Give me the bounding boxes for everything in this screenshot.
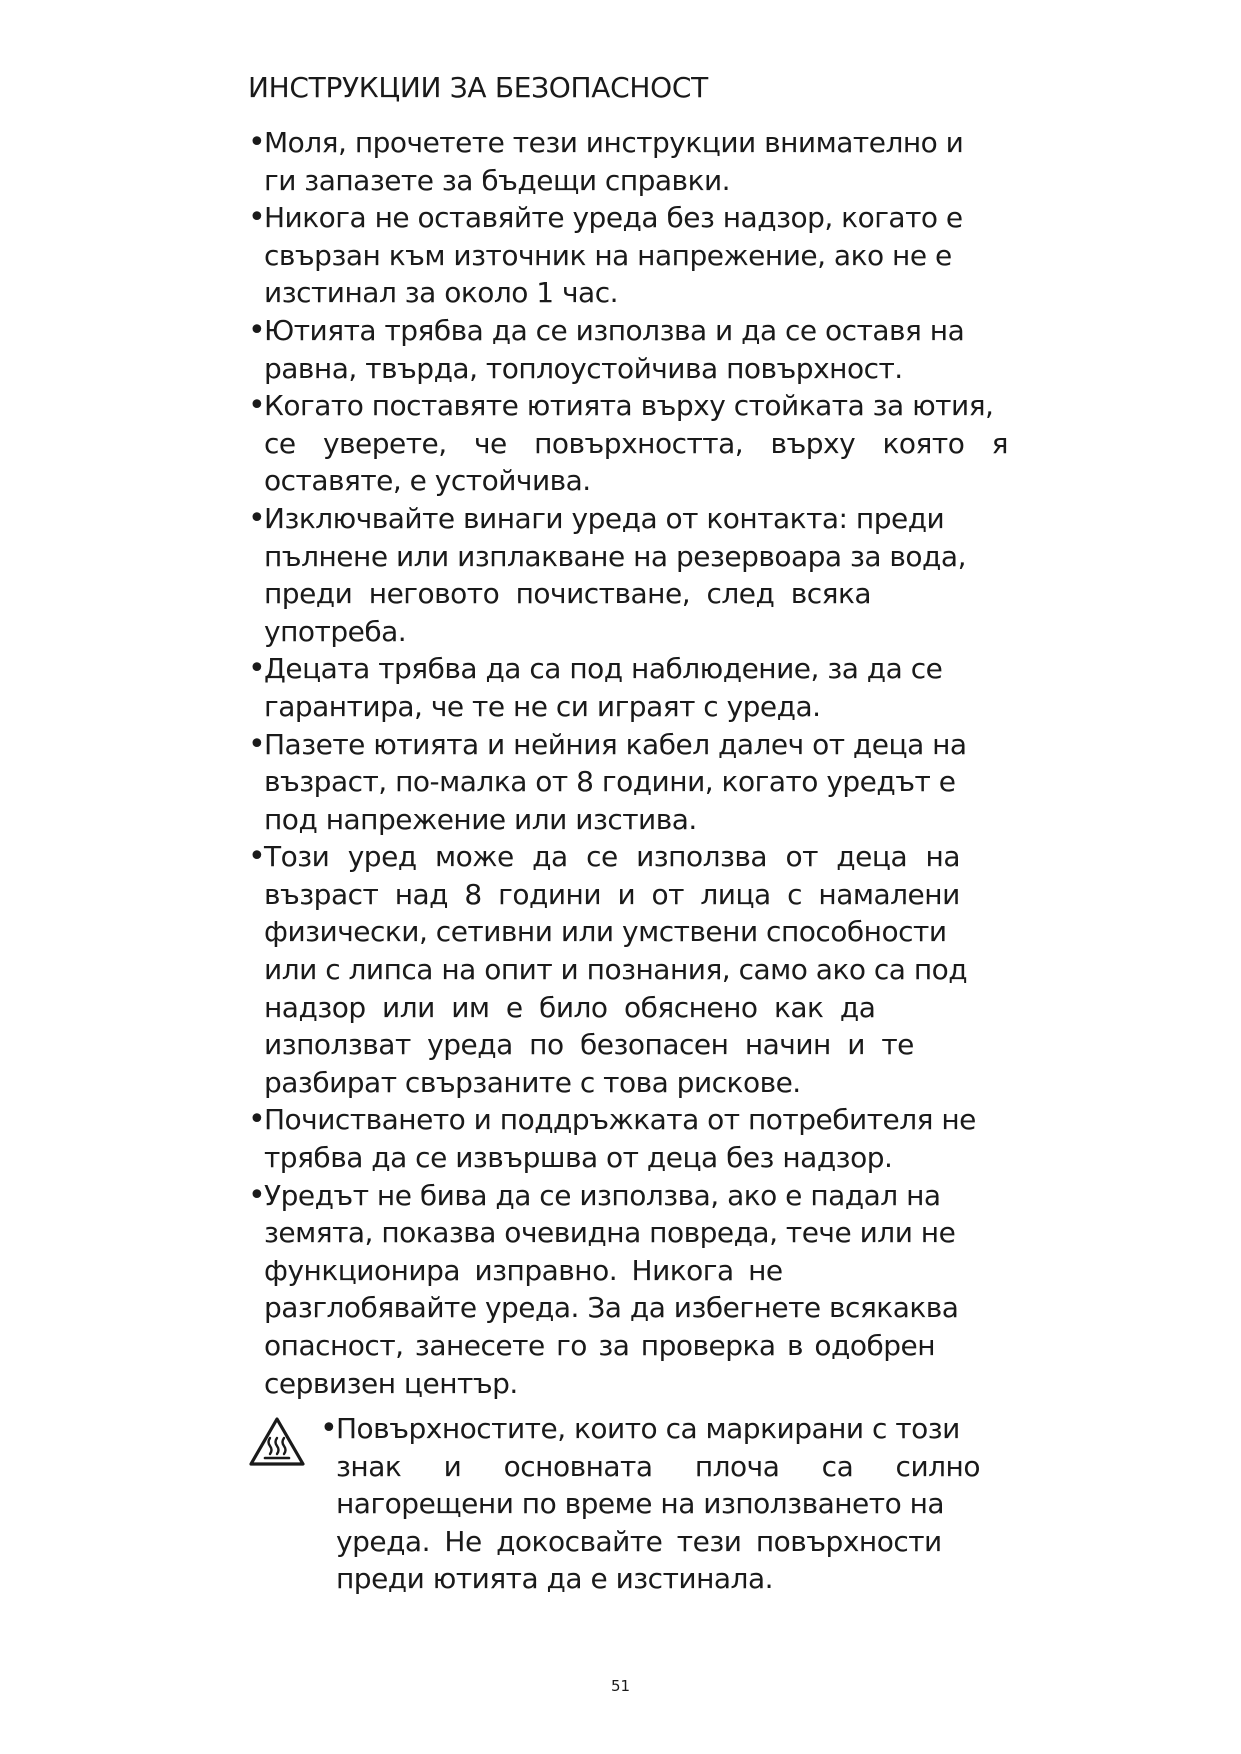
text-line: ги запазете за бъдещи справки. — [264, 163, 731, 197]
text-line: Децата трябва да са под наблюдение, за да се — [264, 652, 943, 686]
text-line: опасност, занесете го за проверка в одобрен — [264, 1329, 936, 1362]
text-line: функционира изправно. Никога не — [264, 1253, 783, 1287]
bullet-icon: • — [320, 1411, 338, 1446]
list-item — [248, 199, 1008, 312]
text-line: Този уред може да се използва от деца на — [264, 840, 960, 874]
text-line: Изключвайте винаги уреда от контакта: преди — [264, 501, 945, 535]
text-line: гарантира, че те не си играят с уреда. — [264, 689, 821, 723]
warning-text — [320, 1410, 980, 1598]
bullet-icon: • — [248, 200, 266, 236]
text-line: Пазете ютията и нейния кабел далеч от деца на — [264, 727, 967, 761]
text-line: използват уреда по безопасен начин и те — [264, 1028, 914, 1062]
list-item — [248, 726, 1008, 839]
bullet-icon: • — [248, 1102, 266, 1138]
list-item — [248, 387, 1008, 500]
list-item — [248, 1177, 1008, 1403]
list-item — [248, 312, 1008, 387]
bullet-icon: • — [248, 388, 266, 424]
text-line: възраст над 8 години и от лица с намалени — [264, 877, 960, 911]
text-line: нагорещени по време на използването на — [336, 1487, 945, 1521]
bullet-icon: • — [248, 1177, 266, 1213]
text-line: сервизен център. — [264, 1366, 518, 1400]
bullet-icon: • — [248, 312, 266, 348]
text-line: изстинал за около 1 час. — [264, 276, 619, 310]
list-item — [248, 650, 1008, 725]
text-line: физически, сетивни или умствени способности — [264, 915, 947, 949]
bullet-icon: • — [248, 651, 266, 687]
text-line: преди неговото почистване, след всяка — [264, 577, 872, 611]
bullet-icon: • — [248, 500, 266, 536]
text-line: разбират свързаните с това рискове. — [264, 1065, 801, 1099]
text-line: оставяте, е устойчива. — [264, 464, 591, 498]
list-item — [248, 838, 1008, 1101]
text-line: се уверете, че повърхността, върху която я — [264, 426, 1008, 460]
text-line: земята, показва очевидна повреда, тече или не — [264, 1216, 956, 1250]
section-title: ИНСТРУКЦИИ ЗА БЕЗОПАСНОСТ — [248, 71, 708, 104]
text-line: Моля, прочетете тези инструкции внимателно и — [264, 126, 964, 159]
text-line: или с липса на опит и познания, само ако са под — [264, 953, 968, 987]
text-line: Повърхностите, които са маркирани с този — [336, 1412, 960, 1445]
text-line: равна, твърда, топлоустойчива повърхност. — [264, 351, 903, 385]
hot-surface-warning — [248, 1410, 1008, 1610]
text-line: разглобявайте уреда. За да избегнете всякаква — [264, 1291, 959, 1325]
list-item — [248, 500, 1008, 650]
bullet-icon: • — [248, 726, 266, 762]
text-line: възраст, по-малка от 8 години, когато уредът е — [264, 765, 956, 799]
text-line: под напрежение или изстива. — [264, 802, 697, 836]
text-line: трябва да се извършва от деца без надзор. — [264, 1141, 893, 1175]
text-line: Почистването и поддръжката от потребителя не — [264, 1103, 976, 1137]
text-line: Никога не оставяйте уреда без надзор, когато е — [264, 201, 963, 235]
text-line: Когато поставяте ютията върху стойката за ютия, — [264, 389, 994, 423]
page-number: 51 — [610, 1677, 631, 1695]
text-line: употреба. — [264, 614, 407, 648]
list-item — [320, 1410, 980, 1598]
text-line: Уредът не бива да се използва, ако е падал на — [264, 1178, 941, 1212]
bullet-icon: • — [248, 125, 266, 160]
text-line: Ютията трябва да се използва и да се оставя на — [264, 313, 965, 347]
text-line: уреда. Не докосвайте тези повърхности — [336, 1524, 942, 1558]
safety-instructions-list — [248, 124, 1008, 1402]
text-line: знак и основната плоча са силно — [336, 1449, 980, 1483]
text-line: преди ютията да е изстинала. — [336, 1562, 774, 1596]
text-line: свързан към източник на напрежение, ако не е — [264, 238, 952, 272]
list-item — [248, 1101, 1008, 1176]
list-item — [248, 124, 1008, 199]
text-line: пълнене или изплакване на резервоара за вода, — [264, 539, 966, 573]
bullet-icon: • — [248, 839, 266, 875]
hot-surface-warning-icon — [248, 1416, 306, 1468]
text-line: надзор или им е било обяснено как да — [264, 990, 876, 1024]
